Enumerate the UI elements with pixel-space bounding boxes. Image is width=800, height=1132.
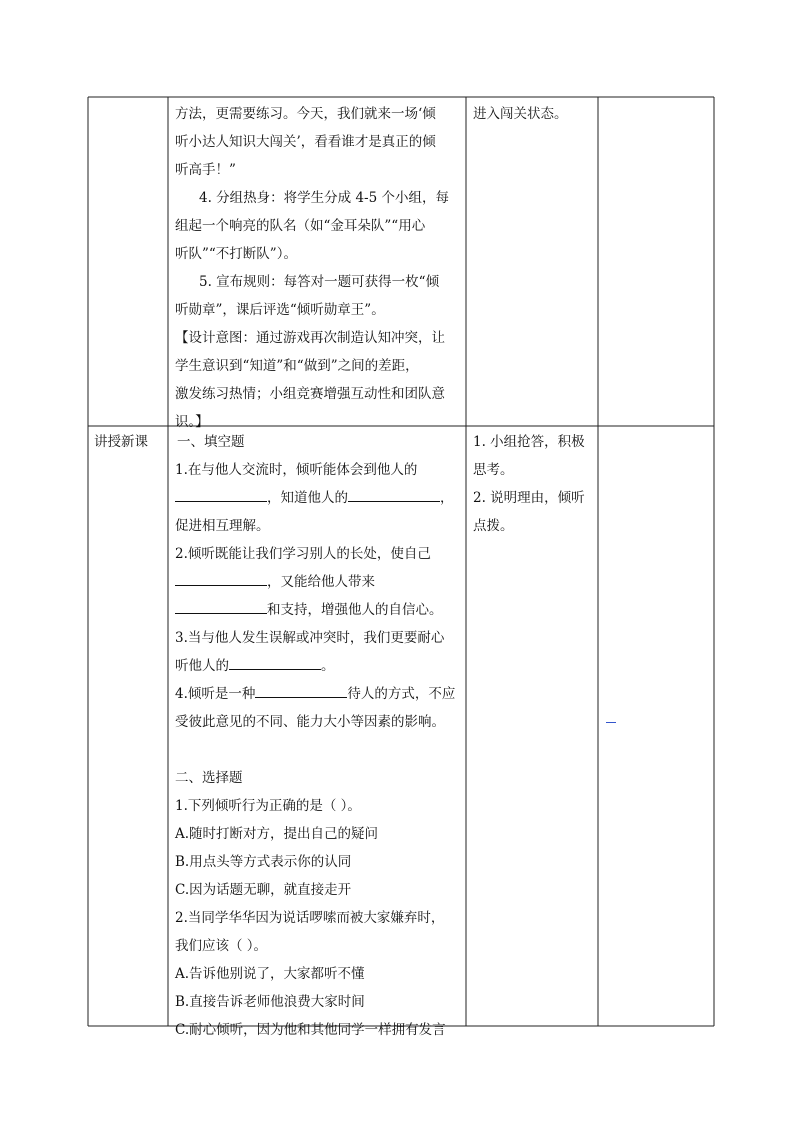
row1-line: 【设计意图：通过游戏再次制造认知冲突，让 (175, 330, 445, 346)
row1-line: 学生意识到“知道”和“做到”之间的差距， (175, 358, 419, 374)
question-line: 3.当与他人发生误解或冲突时，我们更要耐心 (175, 630, 445, 646)
row1-line: 听队”“不打断队”）。 (175, 246, 297, 262)
row1-student-cell (473, 100, 568, 128)
answer-blank[interactable] (175, 484, 267, 502)
choice-option: A.告诉他别说了，大家都听不懂 (175, 966, 365, 982)
spacer (175, 736, 455, 764)
choice-option: C.因为话题无聊，就直接走开 (175, 882, 352, 898)
question-line: 4.倾听是一种 待人的方式，不应 (175, 680, 455, 708)
choice-question: 我们应该（ ）。 (175, 938, 268, 954)
row2-content-cell (175, 428, 455, 1044)
question-line: 2.倾听既能让我们学习别人的长处，使自己 (175, 546, 431, 562)
row1-line: 4. 分组热身：将学生分成 4-5 个小组，每 (199, 190, 449, 206)
fill-section-title: 一、填空题 (177, 434, 245, 450)
student-activity-line: 点拨。 (473, 518, 514, 534)
row1-line: 听小达人知识大闯关’，看看谁才是真正的倾 (175, 134, 436, 150)
choice-question: 2.当同学华华因为说话啰嗦而被大家嫌弃时， (175, 910, 445, 926)
choice-section-title: 二、选择题 (175, 770, 243, 786)
question-line: ，知道他人的 ， (175, 484, 455, 512)
student-activity-line: 2. 说明理由，倾听 (473, 490, 585, 506)
answer-blank[interactable] (175, 568, 267, 586)
question-line: 受彼此意见的不同、能力大小等因素的影响。 (175, 714, 445, 730)
student-activity-line: 1. 小组抢答，积极 (473, 434, 585, 450)
choice-option: B.用点头等方式表示你的认同 (175, 854, 352, 870)
row1-line: 组起一个响亮的队名（如“金耳朵队”“用心 (175, 218, 426, 234)
row1-line: 激发练习热情；小组竞赛增强互动性和团队意 (175, 386, 445, 402)
question-line: 和支持，增强他人的自信心。 (175, 596, 455, 624)
choice-option: C.耐心倾听，因为他和其他同学一样拥有发言 (175, 1022, 446, 1038)
row1-line: 5. 宣布规则：每答对一题可获得一枚“倾 (199, 274, 440, 290)
question-line: ，又能给他人带来 (175, 568, 455, 596)
answer-blank[interactable] (255, 680, 347, 698)
student-activity-line: 思考。 (473, 462, 514, 478)
stage-label: 讲授新课 (94, 434, 148, 450)
row1-line: 听勋章”，课后评选“倾听勋章王”。 (175, 302, 385, 318)
question-line: 听他人的 。 (175, 652, 455, 680)
row2-stage-cell (94, 428, 148, 456)
blue-dash-mark (606, 722, 616, 723)
row2-student-cell (473, 428, 585, 540)
row1-content-cell (175, 100, 449, 436)
row1-line: 听高手！” (175, 162, 236, 178)
question-line: 促进相互理解。 (175, 518, 270, 534)
row1-student-text: 进入闯关状态。 (473, 106, 568, 122)
row1-line: 识。】 (175, 414, 209, 430)
choice-option: B.直接告诉老师他浪费大家时间 (175, 994, 365, 1010)
answer-blank[interactable] (175, 596, 267, 614)
answer-blank[interactable] (348, 484, 440, 502)
answer-blank[interactable] (229, 652, 321, 670)
choice-option: A.随时打断对方，提出自己的疑问 (175, 826, 379, 842)
question-line: 1.在与他人交流时，倾听能体会到他人的 (175, 462, 418, 478)
choice-question: 1.下列倾听行为正确的是（ ）。 (175, 798, 361, 814)
row1-line: 方法，更需要练习。今天，我们就来一场‘倾 (175, 106, 436, 122)
